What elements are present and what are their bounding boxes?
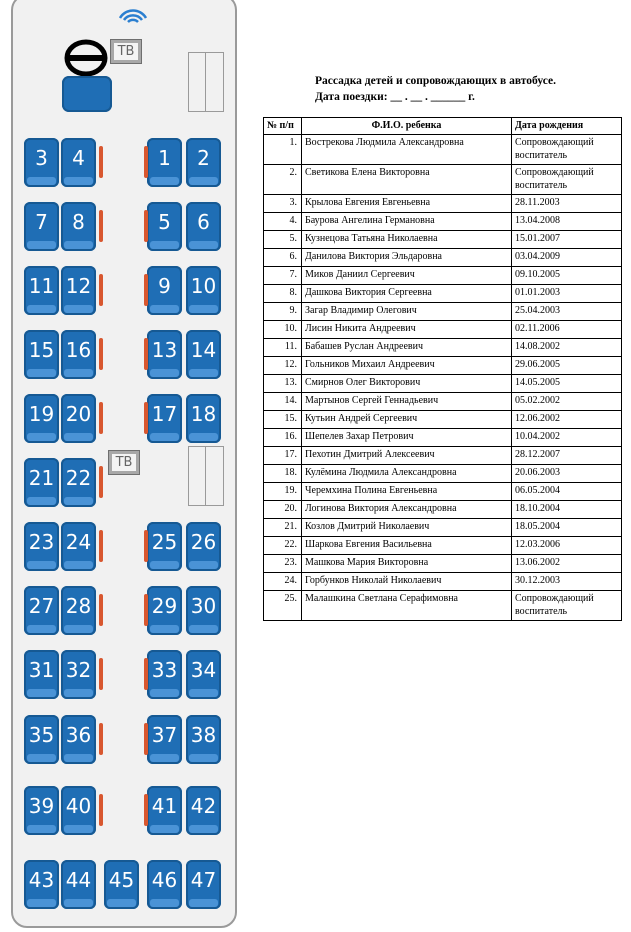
table-row xyxy=(264,536,622,554)
seat-number: 6 xyxy=(197,210,210,234)
seat-number: 36 xyxy=(65,723,92,747)
child-name: Мартынов Сергей Геннадьевич xyxy=(302,392,512,410)
table-row xyxy=(264,284,622,302)
child-name: Шаркова Евгения Васильевна xyxy=(302,536,512,554)
seat-39 xyxy=(24,786,59,835)
table-row xyxy=(264,164,622,194)
table-row xyxy=(264,212,622,230)
seat-30 xyxy=(186,586,221,635)
table-row xyxy=(264,554,622,572)
seat-number: 19 xyxy=(28,402,55,426)
child-name: Машкова Мария Викторовна xyxy=(302,554,512,572)
birth-date: Сопровождающий воспитатель xyxy=(512,134,622,164)
door-icon xyxy=(188,52,224,112)
row-number: 23. xyxy=(264,554,302,572)
row-number: 21. xyxy=(264,518,302,536)
table-row xyxy=(264,482,622,500)
table-row xyxy=(264,374,622,392)
child-name: Светикова Елена Викторовна xyxy=(302,164,512,194)
row-number: 16. xyxy=(264,428,302,446)
birth-date: 10.04.2002 xyxy=(512,428,622,446)
birth-date: 18.10.2004 xyxy=(512,500,622,518)
seat-40 xyxy=(61,786,96,835)
seat-number: 18 xyxy=(190,402,217,426)
table-row xyxy=(264,338,622,356)
armrest-divider xyxy=(99,338,103,370)
seat-number: 46 xyxy=(151,868,178,892)
row-number: 25. xyxy=(264,590,302,620)
table-row xyxy=(264,194,622,212)
child-name: Смирнов Олег Викторович xyxy=(302,374,512,392)
seat-number: 39 xyxy=(28,794,55,818)
seat-16 xyxy=(61,330,96,379)
row-number: 10. xyxy=(264,320,302,338)
birth-date: 18.05.2004 xyxy=(512,518,622,536)
seat-23 xyxy=(24,522,59,571)
seat-number: 11 xyxy=(28,274,55,298)
child-name: Шепелев Захар Петрович xyxy=(302,428,512,446)
row-number: 24. xyxy=(264,572,302,590)
seat-number: 28 xyxy=(65,594,92,618)
date-line: Дата поездки: __ . __ . ______ г. xyxy=(315,91,475,103)
seat-7 xyxy=(24,202,59,251)
seat-1 xyxy=(147,138,182,187)
seat-number: 15 xyxy=(28,338,55,362)
table-row xyxy=(264,320,622,338)
table-row xyxy=(264,410,622,428)
seat-number: 47 xyxy=(190,868,217,892)
seat-number: 21 xyxy=(28,466,55,490)
armrest-divider xyxy=(99,723,103,755)
seat-27 xyxy=(24,586,59,635)
seat-number: 17 xyxy=(151,402,178,426)
row-number: 4. xyxy=(264,212,302,230)
seat-6 xyxy=(186,202,221,251)
birth-date: 02.11.2006 xyxy=(512,320,622,338)
seat-34 xyxy=(186,650,221,699)
seat-number: 33 xyxy=(151,658,178,682)
seat-3 xyxy=(24,138,59,187)
col-header-number: № п/п xyxy=(264,118,302,135)
steering-wheel-icon xyxy=(63,38,109,78)
seat-number: 30 xyxy=(190,594,217,618)
armrest-divider xyxy=(99,146,103,178)
birth-date: 14.08.2002 xyxy=(512,338,622,356)
child-name: Миков Даниил Сергеевич xyxy=(302,266,512,284)
row-number: 22. xyxy=(264,536,302,554)
row-number: 9. xyxy=(264,302,302,320)
seat-number: 3 xyxy=(35,146,48,170)
seat-36 xyxy=(61,715,96,764)
seat-number: 44 xyxy=(65,868,92,892)
birth-date: 28.12.2007 xyxy=(512,446,622,464)
table-header-row xyxy=(264,118,622,135)
row-number: 17. xyxy=(264,446,302,464)
seat-number: 32 xyxy=(65,658,92,682)
seat-number: 22 xyxy=(65,466,92,490)
armrest-divider xyxy=(99,274,103,306)
seat-12 xyxy=(61,266,96,315)
table-row xyxy=(264,248,622,266)
table-row xyxy=(264,302,622,320)
seat-15 xyxy=(24,330,59,379)
seat-number: 14 xyxy=(190,338,217,362)
seat-41 xyxy=(147,786,182,835)
row-number: 3. xyxy=(264,194,302,212)
child-name: Вострекова Людмила Александровна xyxy=(302,134,512,164)
row-number: 11. xyxy=(264,338,302,356)
child-name: Данилова Виктория Эльдаровна xyxy=(302,248,512,266)
seat-28 xyxy=(61,586,96,635)
tv-icon: ТВ xyxy=(108,450,140,475)
birth-date: 20.06.2003 xyxy=(512,464,622,482)
table-row xyxy=(264,518,622,536)
seat-number: 42 xyxy=(190,794,217,818)
child-name: Дашкова Виктория Сергеевна xyxy=(302,284,512,302)
row-number: 20. xyxy=(264,500,302,518)
seat-35 xyxy=(24,715,59,764)
child-name: Малашкина Светлана Серафимовна xyxy=(302,590,512,620)
seat-9 xyxy=(147,266,182,315)
birth-date: Сопровождающий воспитатель xyxy=(512,590,622,620)
table-row xyxy=(264,446,622,464)
child-name: Козлов Дмитрий Николаевич xyxy=(302,518,512,536)
seat-42 xyxy=(186,786,221,835)
wifi-icon xyxy=(117,3,149,25)
armrest-divider xyxy=(99,402,103,434)
tv-icon: ТВ xyxy=(110,39,142,64)
child-name: Гольников Михаил Андреевич xyxy=(302,356,512,374)
seat-24 xyxy=(61,522,96,571)
child-name: Кулёмина Людмила Александровна xyxy=(302,464,512,482)
birth-date: 12.06.2002 xyxy=(512,410,622,428)
table-row xyxy=(264,266,622,284)
table-row xyxy=(264,464,622,482)
bus-layout xyxy=(11,0,237,928)
table-row xyxy=(264,590,622,620)
seat-number: 26 xyxy=(190,530,217,554)
table-row xyxy=(264,392,622,410)
child-name: Лисин Никита Андреевич xyxy=(302,320,512,338)
door-icon xyxy=(188,446,224,506)
seat-17 xyxy=(147,394,182,443)
table-row xyxy=(264,428,622,446)
armrest-divider xyxy=(99,466,103,498)
birth-date: 15.01.2007 xyxy=(512,230,622,248)
table-row xyxy=(264,572,622,590)
armrest-divider xyxy=(99,794,103,826)
seat-10 xyxy=(186,266,221,315)
seat-25 xyxy=(147,522,182,571)
seat-number: 12 xyxy=(65,274,92,298)
seat-11 xyxy=(24,266,59,315)
seat-31 xyxy=(24,650,59,699)
row-number: 8. xyxy=(264,284,302,302)
armrest-divider xyxy=(99,594,103,626)
col-header-name: Ф.И.О. ребенка xyxy=(302,118,512,135)
seat-number: 27 xyxy=(28,594,55,618)
seat-number: 43 xyxy=(28,868,55,892)
seat-number: 41 xyxy=(151,794,178,818)
birth-date: 28.11.2003 xyxy=(512,194,622,212)
birth-date: 14.05.2005 xyxy=(512,374,622,392)
birth-date: 13.04.2008 xyxy=(512,212,622,230)
seat-number: 23 xyxy=(28,530,55,554)
row-number: 12. xyxy=(264,356,302,374)
armrest-divider xyxy=(99,210,103,242)
seat-44 xyxy=(61,860,96,909)
birth-date: 12.03.2006 xyxy=(512,536,622,554)
seat-number: 7 xyxy=(35,210,48,234)
seat-46 xyxy=(147,860,182,909)
col-header-birthdate: Дата рождения xyxy=(512,118,622,135)
seat-22 xyxy=(61,458,96,507)
roster-table xyxy=(263,117,622,621)
child-name: Логинова Виктория Александровна xyxy=(302,500,512,518)
row-number: 1. xyxy=(264,134,302,164)
seat-number: 38 xyxy=(190,723,217,747)
row-number: 15. xyxy=(264,410,302,428)
document-title xyxy=(315,73,556,105)
seat-number: 20 xyxy=(65,402,92,426)
seat-number: 35 xyxy=(28,723,55,747)
seat-32 xyxy=(61,650,96,699)
seat-number: 25 xyxy=(151,530,178,554)
birth-date: 09.10.2005 xyxy=(512,266,622,284)
seat-number: 5 xyxy=(158,210,171,234)
table-row xyxy=(264,230,622,248)
seat-number: 10 xyxy=(190,274,217,298)
seat-number: 31 xyxy=(28,658,55,682)
seat-33 xyxy=(147,650,182,699)
seat-47 xyxy=(186,860,221,909)
seat-19 xyxy=(24,394,59,443)
child-name: Черемхина Полина Евгеньевна xyxy=(302,482,512,500)
seat-29 xyxy=(147,586,182,635)
seat-20 xyxy=(61,394,96,443)
seat-13 xyxy=(147,330,182,379)
seat-2 xyxy=(186,138,221,187)
seat-5 xyxy=(147,202,182,251)
seat-number: 37 xyxy=(151,723,178,747)
birth-date: 29.06.2005 xyxy=(512,356,622,374)
table-row xyxy=(264,356,622,374)
heading: Рассадка детей и сопровождающих в автобусе. xyxy=(315,75,556,87)
row-number: 7. xyxy=(264,266,302,284)
seat-number: 24 xyxy=(65,530,92,554)
seat-number: 16 xyxy=(65,338,92,362)
child-name: Баурова Ангелина Германовна xyxy=(302,212,512,230)
birth-date: 01.01.2003 xyxy=(512,284,622,302)
child-name: Бабашев Руслан Андреевич xyxy=(302,338,512,356)
seat-26 xyxy=(186,522,221,571)
seat-number: 45 xyxy=(108,868,135,892)
birth-date: 25.04.2003 xyxy=(512,302,622,320)
seat-number: 13 xyxy=(151,338,178,362)
seat-number: 1 xyxy=(158,146,171,170)
seat-number: 9 xyxy=(158,274,171,298)
child-name: Кузнецова Татьяна Николаевна xyxy=(302,230,512,248)
seat-18 xyxy=(186,394,221,443)
birth-date: 03.04.2009 xyxy=(512,248,622,266)
seat-4 xyxy=(61,138,96,187)
birth-date: 05.02.2002 xyxy=(512,392,622,410)
row-number: 2. xyxy=(264,164,302,194)
row-number: 14. xyxy=(264,392,302,410)
birth-date: 06.05.2004 xyxy=(512,482,622,500)
table-row xyxy=(264,134,622,164)
seat-number: 34 xyxy=(190,658,217,682)
seat-number: 29 xyxy=(151,594,178,618)
seat-45 xyxy=(104,860,139,909)
seat-number: 2 xyxy=(197,146,210,170)
seat-8 xyxy=(61,202,96,251)
child-name: Кутьин Андрей Сергеевич xyxy=(302,410,512,428)
row-number: 19. xyxy=(264,482,302,500)
armrest-divider xyxy=(99,530,103,562)
row-number: 6. xyxy=(264,248,302,266)
birth-date: 13.06.2002 xyxy=(512,554,622,572)
birth-date: 30.12.2003 xyxy=(512,572,622,590)
seat-number: 8 xyxy=(72,210,85,234)
seat-14 xyxy=(186,330,221,379)
seat-number: 4 xyxy=(72,146,85,170)
child-name: Крылова Евгения Евгеньевна xyxy=(302,194,512,212)
seat-21 xyxy=(24,458,59,507)
seat-number: 40 xyxy=(65,794,92,818)
child-name: Пехотин Дмитрий Алексеевич xyxy=(302,446,512,464)
birth-date: Сопровождающий воспитатель xyxy=(512,164,622,194)
child-name: Горбунков Николай Николаевич xyxy=(302,572,512,590)
row-number: 18. xyxy=(264,464,302,482)
seat-37 xyxy=(147,715,182,764)
armrest-divider xyxy=(99,658,103,690)
seat-38 xyxy=(186,715,221,764)
row-number: 5. xyxy=(264,230,302,248)
table-row xyxy=(264,500,622,518)
seat-43 xyxy=(24,860,59,909)
child-name: Загар Владимир Олегович xyxy=(302,302,512,320)
row-number: 13. xyxy=(264,374,302,392)
driver-seat xyxy=(62,76,112,112)
